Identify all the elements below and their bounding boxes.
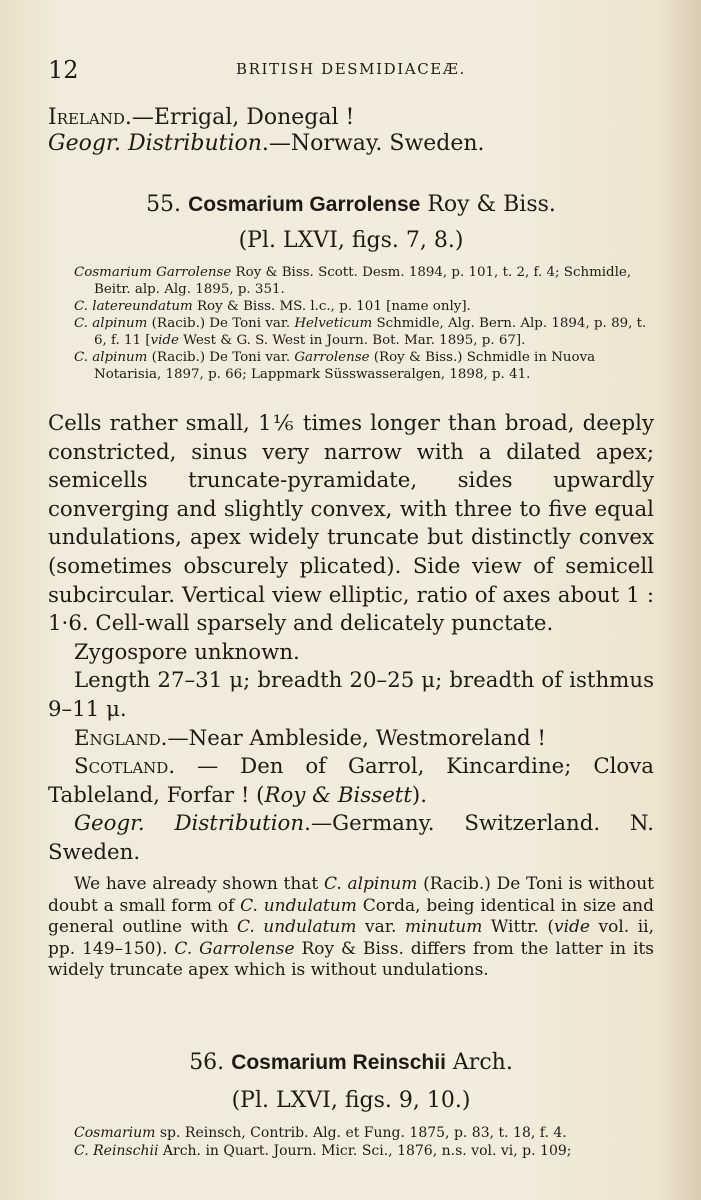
running-head: BRITISH DESMIDIACEÆ. — [236, 60, 466, 78]
page-header — [48, 56, 658, 86]
remark-paragraph: We have already shown that C. alpinum (Racib.) De Toni is without doubt a small form of C. undulatum Corda, being identical in size and general outline with C. undulatum var. minutum Wittr. (vide vol. ii, pp. 149–150). C. Garrolense Roy & Biss. differs from the latter in its widely truncate apex which is without undulations. — [48, 874, 654, 980]
species-number: 55. — [146, 192, 182, 217]
species-number: 56. — [189, 1050, 225, 1075]
region-label: Ireland — [48, 105, 125, 130]
geogr-label: Geogr. Distribution — [48, 131, 262, 156]
synonym-entry: C. latereundatum Roy & Biss. MS. l.c., p. 101 [name only]. — [74, 299, 471, 314]
prev-geogr-distribution — [48, 130, 654, 158]
zygospore-note: Zygospore unknown. — [74, 639, 300, 665]
species-56-heading — [48, 1048, 654, 1078]
geogr-text: .—Norway. Sweden. — [261, 131, 485, 156]
synonym-entry: Cosmarium sp. Reinsch, Contrib. Alg. et Fung. 1875, p. 83, t. 18, f. 4. — [74, 1125, 567, 1141]
species-55-synonymy — [74, 264, 654, 383]
locality-england: England.—Near Ambleside, Westmoreland ! — [74, 725, 546, 751]
species-56-synonymy — [74, 1124, 654, 1160]
synonym-entry: C. alpinum (Racib.) De Toni var. Garrolense (Roy & Biss.) Schmidle in Nuova Notarisia, 1897, p. 66; Lappmark Süsswasseralgen, 1898, p. 41. — [74, 350, 596, 382]
page-number: 12 — [48, 56, 79, 84]
species-55-description — [48, 410, 654, 868]
locality-text: .—Errigal, Donegal ! — [124, 105, 355, 130]
species-authority: Roy & Biss. — [427, 192, 556, 217]
synonym-entry: Cosmarium Garrolense Roy & Biss. Scott. Desm. 1894, p. 101, t. 2, f. 4; Schmidle, Beitr. alp. Alg. 1895, p. 351. — [74, 265, 632, 297]
description-paragraph: Cells rather small, 1⅙ times longer than broad, deeply constricted, sinus very narrow with a dilated apex; semicells truncate-pyramidate, sides upwardly converging and slightly convex, with three to five equal undulations, apex widely truncate but distinctly convex (sometimes obscurely plicated). Side view of semicell subcircular. Vertical view elliptic, ratio of axes about 1 : 1·6. Cell-wall sparsely and delicately punctate. — [48, 411, 654, 637]
species-55-plate-ref: (Pl. LXVI, figs. 7, 8.) — [238, 228, 464, 253]
synonym-entry: C. Reinschii Arch. in Quart. Journ. Micr. Sci., 1876, n.s. vol. vi, p. 109; — [74, 1143, 572, 1159]
species-name: Cosmarium Reinschii — [231, 1051, 446, 1074]
measurements: Length 27–31 μ; breadth 20–25 μ; breadth of isthmus 9–11 μ. — [48, 668, 654, 722]
species-authority: Arch. — [452, 1050, 513, 1075]
prev-locality-ireland — [48, 104, 654, 132]
geogr-distribution: Geogr. Distribution.—Germany. Switzerland. N. Sweden. — [48, 811, 654, 865]
species-55-remark — [48, 874, 654, 982]
species-56-plate-ref: (Pl. LXVI, figs. 9, 10.) — [231, 1088, 471, 1113]
species-55-heading — [48, 190, 654, 220]
synonym-entry: C. alpinum (Racib.) De Toni var. Helveticum Schmidle, Alg. Bern. Alp. 1894, p. 89, t. 6, f. 11 [vide West & G. S. West in Journ. Bot. Mar. 1895, p. 67]. — [74, 316, 647, 348]
locality-scotland: Scotland. — Den of Garrol, Kincardine; Clova Tableland, Forfar ! (Roy & Bissett). — [48, 754, 654, 808]
species-name: Cosmarium Garrolense — [188, 193, 421, 216]
